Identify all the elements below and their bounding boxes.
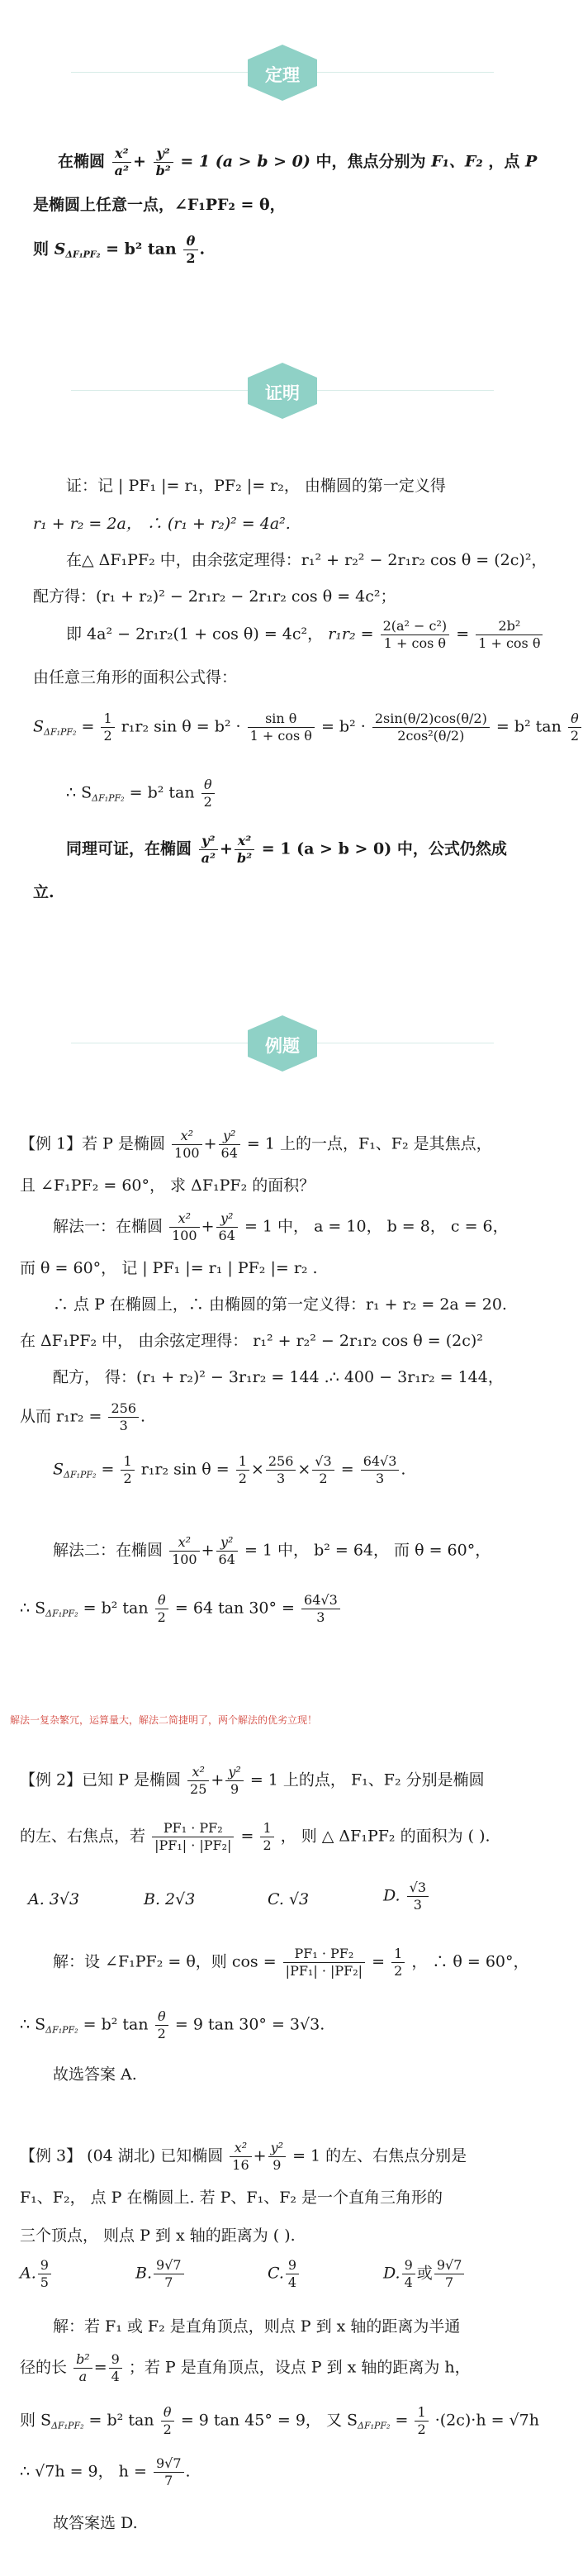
theorem-badge <box>244 43 320 102</box>
text: = b² tan <box>83 1599 149 1618</box>
text: 解：设 ∠F₁PF₂ = θ，则 cos = <box>53 1952 277 1971</box>
divider <box>71 72 253 73</box>
fraction: $\frac{256}{3}$ <box>108 1400 139 1434</box>
text: 则 S <box>20 2411 52 2430</box>
fraction: $\frac{\text{y²}}{\text{b²}}$ <box>154 145 173 179</box>
fraction: $\frac{\text{x²}}{100}$ <box>169 1210 200 1244</box>
equation: = b² tan <box>106 240 177 259</box>
ex3-sol-line-2 <box>20 2351 471 2385</box>
ex1-sol1-line-7: $S_{\Delta F_1PF_2}$ = $\frac{1}{2}$ r₁r₂ sin θ = $\frac{1}{2}$ × $\frac{256}{3}$ × $\frac{√3}{2}$ = $\frac{64√3}{3}$ . <box>53 1453 406 1486</box>
text: B. <box>135 2264 153 2283</box>
ex1-sol1-line-5: 配方， 得：(r₁ + r₂)² − 3r₁r₂ = 144 .∴ 400 − 3r₁r₂ = 144， <box>53 1368 504 1386</box>
fraction: $\frac{\text{b²}}{a}$ <box>73 2351 92 2385</box>
fraction: $\frac{\text{y²}}{64}$ <box>216 1210 238 1244</box>
fraction: $\frac{\text{y²}}{\text{a²}}$ <box>199 833 218 867</box>
subscript: ΔF₁PF₂ <box>358 2420 391 2431</box>
ex3-sol-line-4: ∴ √7h = 9， h = $\frac{9√7}{7}$ . <box>20 2455 191 2488</box>
fraction: $\frac{\text{x²}}{25}$ <box>187 1764 209 1798</box>
proof-line-7 <box>33 711 583 748</box>
subscript: ΔF₁PF₂ <box>64 1469 97 1480</box>
divider <box>312 390 494 391</box>
text: ∴ S <box>20 2015 46 2034</box>
text: 则 <box>33 240 50 259</box>
text: = 1 中， b² = 64， 而 θ = 60°， <box>244 1541 491 1560</box>
text: r₁r₂ sin θ = b² · <box>121 717 241 736</box>
fraction: $\frac{√3}{2}$ <box>312 1453 334 1487</box>
proof-line-9 <box>66 833 507 867</box>
text: ∴ √7h = 9， h = <box>20 2462 147 2481</box>
fraction: $\frac{2\sin(\theta/2)\cos(\theta/2)}{\text{2cos²(θ/2)}}$ <box>372 711 490 744</box>
text: . <box>199 240 206 259</box>
point-p: P <box>525 152 538 171</box>
proof-line-10: 立. <box>33 883 55 901</box>
fraction: $\frac{9}{4}$ <box>109 2351 122 2385</box>
fraction: $\frac{\text{y²}}{9}$ <box>225 1764 243 1798</box>
text: + <box>211 1770 225 1789</box>
fraction: $\frac{9}{5}$ <box>38 2257 51 2291</box>
proof-line-4: 配方得：(r₁ + r₂)² − 2r₁r₂ − 2r₁r₂ cos θ = 4c²； <box>33 587 396 606</box>
fraction: $\frac{\text{2(a² − c²)}}{\text{1 + cos θ}}$ <box>381 618 450 652</box>
fraction: $\frac{\theta}{2}$ <box>155 1592 168 1626</box>
text: 从而 r₁r₂ = <box>20 1407 102 1426</box>
subscript: ΔF₁PF₂ <box>65 249 101 260</box>
text: ∴ S <box>66 783 92 802</box>
fraction: $\frac{\theta}{2}$ <box>201 777 215 810</box>
ex3-sol-line-3 <box>20 2404 539 2441</box>
fraction: $\frac{\text{y²}}{64}$ <box>216 1534 238 1568</box>
fraction: $\frac{256}{3}$ <box>266 1453 296 1487</box>
fraction: $\frac{64√3}{3}$ <box>301 1592 340 1626</box>
area-symbol: S <box>53 1460 64 1479</box>
fraction: $\frac{1}{2}$ <box>101 711 114 744</box>
fraction: $\frac{1}{2}$ <box>260 1820 273 1854</box>
fraction: $\frac{9√7}{7}$ <box>154 2257 184 2291</box>
text: 中，焦点分别为 <box>315 152 426 171</box>
text: = <box>372 1952 386 1971</box>
text: D. <box>383 2264 401 2283</box>
text: = 1 中， a = 10， b = 8， c = 6， <box>244 1217 509 1236</box>
text: + <box>220 839 233 858</box>
text: = 1 上的点， F₁、F₂ 分别是椭圆 <box>249 1770 485 1789</box>
fraction: $\frac{1}{2}$ <box>121 1453 134 1487</box>
proof-body <box>33 454 580 967</box>
fraction: $\frac{\theta}{2}$ <box>568 711 581 744</box>
text: 解法二：在椭圆 <box>53 1541 164 1560</box>
ex2-line-2 <box>20 1820 491 1854</box>
fraction: $\frac{\text{y²}}{9}$ <box>268 2140 286 2174</box>
ex2-sol-line-1 <box>53 1946 529 1980</box>
proof-line-5 <box>66 618 544 652</box>
text: + <box>201 1541 215 1560</box>
text: ·(2c)·h = √7h <box>434 2411 539 2430</box>
ex2-sol-line-2 <box>20 2008 325 2046</box>
examples-header <box>0 1004 564 1083</box>
subscript: ΔF₁PF₂ <box>51 2420 84 2431</box>
equation: = 1 (a > b > 0) <box>180 152 310 171</box>
fraction: $\frac{1}{2}$ <box>391 1946 405 1980</box>
ex1-sol2-line-2 <box>20 1592 342 1629</box>
ex1-line-1 <box>20 1128 492 1162</box>
text: 同理可证，在椭圆 <box>66 839 192 858</box>
ex3-option-a <box>20 2257 53 2291</box>
text: 解法一：在椭圆 <box>53 1217 164 1236</box>
divider <box>312 72 494 73</box>
ex2-line-1 <box>20 1764 485 1798</box>
subscript: ΔF₁PF₂ <box>45 1608 78 1619</box>
text: = 9 tan 45° = 9， 又 S <box>180 2411 358 2430</box>
fraction: $\frac{\text{x²}}{100}$ <box>172 1128 202 1162</box>
text: + <box>201 1217 215 1236</box>
ex2-option-b: B. 2√3 <box>144 1890 196 1908</box>
text: 即 4a² − 2r₁r₂(1 + cos θ) = 4c²， <box>66 625 324 644</box>
text: = b² tan <box>83 2015 149 2034</box>
example-3 <box>20 2132 540 2561</box>
text: = <box>340 1460 354 1479</box>
fraction: $\frac{√3}{3}$ <box>407 1880 429 1913</box>
subscript: ΔF₁PF₂ <box>92 792 125 804</box>
fraction: $\frac{\text{PF₁ · PF₂}}{\text{|PF₁| · |PF₂|}}$ <box>283 1946 365 1980</box>
comparison-note: 解法一复杂繁冗，运算量大，解法二简捷明了，两个解法的优劣立现！ <box>10 1714 318 1726</box>
ex1-sol2-line-1 <box>53 1534 491 1568</box>
theorem-header <box>0 33 564 112</box>
ex1-line-2: 且 ∠F₁PF₂ = 60°， 求 ΔF₁PF₂ 的面积？ <box>20 1176 315 1195</box>
ex3-line-2: F₁、F₂， 点 P 在椭圆上. 若 P、F₁、F₂ 是一个直角三角形的 <box>20 2189 443 2207</box>
ex1-sol1-line-6: 从而 r₁r₂ = $\frac{256}{3}$ . <box>20 1400 146 1433</box>
fraction: $\frac{\text{x²}}{\text{a²}}$ <box>112 145 131 179</box>
badge-label: 例题 <box>265 1036 300 1056</box>
ex3-line-3: 三个顶点， 则点 P 到 x 轴的距离为 ( ). <box>20 2227 296 2245</box>
text: + <box>253 2146 267 2165</box>
text: ，点 <box>488 152 520 171</box>
examples-badge <box>244 1014 320 1073</box>
text: 或 <box>416 2264 433 2283</box>
theorem-line-3 <box>33 233 205 270</box>
subscript: ΔF₁PF₂ <box>45 2024 78 2036</box>
fraction: $\frac{1}{2}$ <box>415 2404 428 2438</box>
text: ∴ S <box>20 1599 46 1618</box>
fraction: $\frac{\theta}{2}$ <box>161 2404 174 2438</box>
fraction: $\frac{\theta}{2}$ <box>183 233 197 267</box>
proof-line-2: r₁ + r₂ = 2a， ∴ (r₁ + r₂)² = 4a². <box>33 515 291 533</box>
text: = <box>101 1460 115 1479</box>
fraction: $\frac{1}{2}$ <box>236 1453 249 1487</box>
fraction: $\frac{\theta}{2}$ <box>155 2008 168 2042</box>
text: = <box>81 717 95 736</box>
text: D. <box>383 1886 401 1905</box>
ex1-sol1-line-1 <box>53 1210 509 1244</box>
text: = b² tan <box>88 2411 154 2430</box>
text: = b² tan <box>129 783 195 802</box>
ex3-option-b <box>135 2257 186 2291</box>
text: = b² · <box>320 717 366 736</box>
ex2-option-c: C. √3 <box>268 1890 310 1908</box>
text: = 64 tan 30° = <box>174 1599 295 1618</box>
text: × <box>297 1460 311 1479</box>
foci: F₁、F₂ <box>431 152 483 171</box>
proof-line-6: 由任意三角形的面积公式得： <box>33 668 238 687</box>
subscript: ΔF₁PF₂ <box>44 726 77 738</box>
fraction: $\frac{\text{PF₁ · PF₂}}{\text{|PF₁| · |PF₂|}}$ <box>152 1820 234 1854</box>
text: 径的长 <box>20 2358 68 2377</box>
text: r₁r₂ sin θ = <box>140 1460 230 1479</box>
text: = 1 的左、右焦点分别是 <box>292 2146 467 2165</box>
fraction: $\frac{64√3}{3}$ <box>361 1453 400 1487</box>
text: 的左、右焦点，若 <box>20 1827 146 1846</box>
theorem-statement <box>33 132 538 289</box>
badge-label: 定理 <box>265 65 300 85</box>
text: C. <box>268 2264 284 2283</box>
proof-line-8 <box>66 777 216 814</box>
text: = 1 上的一点，F₁、F₂ 是其焦点， <box>246 1134 492 1153</box>
proof-header <box>0 351 564 430</box>
theorem-line-2: 是椭圆上任意一点，∠F₁PF₂ = θ， <box>33 196 286 214</box>
fraction: $\frac{\text{x²}}{\text{b²}}$ <box>235 833 254 867</box>
text: r₁r₂ = <box>328 625 374 644</box>
ex2-option-d <box>383 1880 430 1913</box>
proof-line-1: 证：记 | PF₁ |= r₁，PF₂ |= r₂， 由椭圆的第一定义得 <box>66 477 446 495</box>
ex1-sol1-line-2: 而 θ = 60°， 记 | PF₁ |= r₁ | PF₂ |= r₂ . <box>20 1259 318 1277</box>
ex3-sol-line-1: 解：若 F₁ 或 F₂ 是直角顶点，则点 P 到 x 轴的距离为半通 <box>53 2317 461 2336</box>
area-symbol: S <box>33 717 45 736</box>
proof-line-3: 在△ ΔF₁PF₂ 中，由余弦定理得：r₁² + r₂² − 2r₁r₂ cos θ = (2c)²， <box>66 551 547 569</box>
divider <box>71 390 253 391</box>
fraction: $\frac{\text{y²}}{64}$ <box>219 1128 240 1162</box>
ex1-sol1-line-4: 在 ΔF₁PF₂ 中， 由余弦定理得： r₁² + r₂² − 2r₁r₂ cos θ = (2c)² <box>20 1332 483 1350</box>
ex2-option-a: A. 3√3 <box>28 1890 80 1908</box>
text: ， 则 △ ΔF₁PF₂ 的面积为 ( ). <box>280 1827 491 1846</box>
text: = 9 tan 30° = 3√3. <box>174 2015 325 2034</box>
text: = <box>456 625 470 644</box>
fraction: $\frac{\text{2b²}}{\text{1 + cos θ}}$ <box>476 618 543 652</box>
text: = b² tan <box>495 717 562 736</box>
text: A. <box>20 2264 36 2283</box>
theorem-line-1: 在椭圆 $\frac{\text{x²}}{\text{a²}}$ + $\frac{\text{y²}}{\text{b²}}$ = 1 (a > b > 0) 中，焦点分别为 F₁、F₂ ，点 P <box>58 145 538 178</box>
example-2 <box>20 1756 540 2103</box>
badge-label: 证明 <box>265 383 300 403</box>
ex3-line-1 <box>20 2140 467 2174</box>
example-1 <box>20 1119 540 1698</box>
text: 【例 1】若 P 是椭圆 <box>20 1134 165 1153</box>
ex1-sol1-line-3: ∴ 点 P 在椭圆上，∴ 由椭圆的第一定义得：r₁ + r₂ = 2a = 20. <box>53 1295 507 1314</box>
fraction: $\frac{9√7}{7}$ <box>434 2257 465 2291</box>
text: × <box>250 1460 264 1479</box>
fraction: $\frac{9}{4}$ <box>286 2257 299 2291</box>
proof-badge <box>244 361 320 421</box>
ex3-option-d <box>383 2257 466 2291</box>
text: = 1 (a > b > 0) 中，公式仍然成 <box>261 839 507 858</box>
text: ， ∴ θ = 60°， <box>411 1952 529 1971</box>
text: = <box>395 2411 409 2430</box>
text: + <box>203 1134 217 1153</box>
text: = <box>93 2358 107 2377</box>
fraction: $\frac{\text{x²}}{100}$ <box>169 1534 200 1568</box>
text: ；若 P 是直角顶点，设点 P 到 x 轴的距离为 h， <box>128 2358 471 2377</box>
fraction: $\frac{9√7}{7}$ <box>154 2455 184 2489</box>
text: 【例 3】 (04 湖北) 已知椭圆 <box>20 2146 224 2165</box>
text: = <box>240 1827 254 1846</box>
fraction: $\frac{\text{x²}}{16}$ <box>230 2140 251 2174</box>
text: 【例 2】已知 P 是椭圆 <box>20 1770 181 1789</box>
text: 在椭圆 <box>58 152 106 171</box>
ex3-option-c <box>268 2257 301 2291</box>
ex3-sol-line-5: 故答案选 D. <box>53 2514 138 2532</box>
area-symbol: S <box>54 240 66 259</box>
fraction: $\frac{\text{sin θ}}{\text{1 + cos θ}}$ <box>248 711 315 744</box>
ex2-sol-line-3: 故选答案 A. <box>53 2065 137 2084</box>
fraction: $\frac{9}{4}$ <box>402 2257 415 2291</box>
